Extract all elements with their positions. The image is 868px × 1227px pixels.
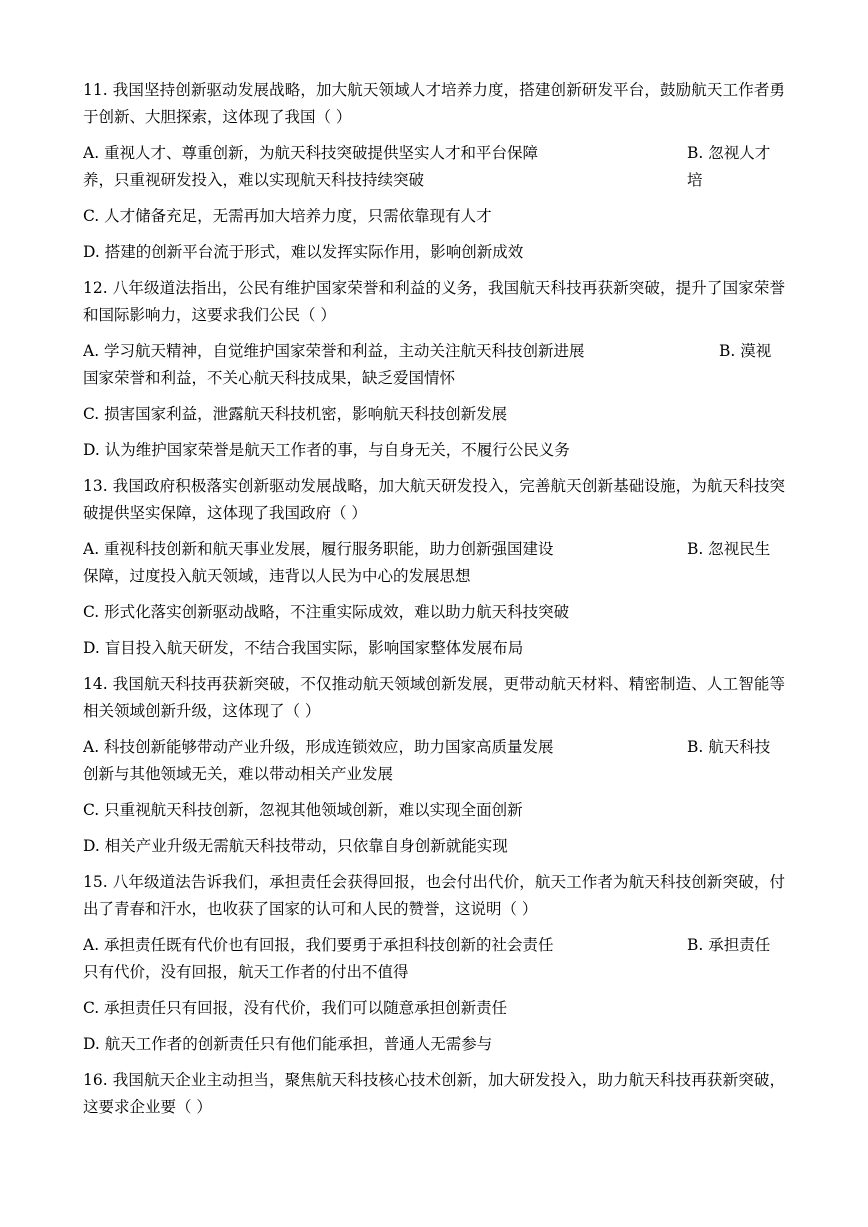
option-11-b-tail: 养，只重视研发投入，难以实现航天科技持续突破 [83,171,425,189]
option-12-b-tail: 国家荣誉和利益，不关心航天科技成果，缺乏爱国情怀 [83,369,456,387]
question-13-stem: 13. 我国政府积极落实创新驱动发展战略，加大航天研发投入，完善航天创新基础设施，为航天科技突破提供坚实保障，这体现了我国政府（ ） [83,477,785,522]
option-11-b-head: B. 忽视人才培 [687,144,771,189]
option-12-d: D. 认为维护国家荣誉是航天工作者的事，与自身无关，不履行公民义务 [83,441,570,459]
option-15-b-head: B. 承担责任 [687,936,771,954]
question-11-options-ab [83,140,785,194]
question-15-options-ab [83,932,785,986]
option-12-b-head: B. 漠视 [719,342,772,360]
option-11-c: C. 人才储备充足，无需再加大培养力度，只需依靠现有人才 [83,207,492,225]
document-page [83,77,785,1130]
option-15-c: C. 承担责任只有回报，没有代价，我们可以随意承担创新责任 [83,999,508,1017]
option-13-b-tail: 保障，过度投入航天领域，违背以人民为中心的发展思想 [83,567,471,585]
option-13-a: A. 重视科技创新和航天事业发展，履行服务职能，助力创新强国建设 [83,540,554,558]
option-11-d: D. 搭建的创新平台流于形式，难以发挥实际作用，影响创新成效 [83,243,524,261]
option-15-a: A. 承担责任既有代价也有回报，我们要勇于承担科技创新的社会责任 [83,936,554,954]
question-11-stem: 11. 我国坚持创新驱动发展战略，加大航天领域人才培养力度，搭建创新研发平台，鼓励航天工作者勇于创新、大胆探索，这体现了我国（ ） [83,81,785,126]
question-12-options-ab [83,338,785,392]
question-14-stem: 14. 我国航天科技再获新突破，不仅推动航天领域创新发展，更带动航天材料、精密制造、人工智能等相关领域创新升级，这体现了（ ） [83,675,785,720]
option-11-a: A. 重视人才、尊重创新，为航天科技突破提供坚实人才和平台保障 [83,144,539,162]
question-14-options-ab [83,734,785,788]
question-16-stem: 16. 我国航天企业主动担当，聚焦航天科技核心技术创新，加大研发投入，助力航天科技再获新突破，这要求企业要（ ） [83,1071,785,1116]
question-12-stem: 12. 八年级道法指出，公民有维护国家荣誉和利益的义务，我国航天科技再获新突破，提升了国家荣誉和国际影响力，这要求我们公民（ ） [83,279,785,324]
option-14-b-tail: 创新与其他领域无关，难以带动相关产业发展 [83,765,394,783]
option-13-b-head: B. 忽视民生 [687,540,771,558]
option-13-d: D. 盲目投入航天研发，不结合我国实际，影响国家整体发展布局 [83,639,524,657]
option-15-d: D. 航天工作者的创新责任只有他们能承担，普通人无需参与 [83,1035,493,1053]
option-12-a: A. 学习航天精神，自觉维护国家荣誉和利益，主动关注航天科技创新进展 [83,342,585,360]
option-15-b-tail: 只有代价，没有回报，航天工作者的付出不值得 [83,963,409,981]
option-14-c: C. 只重视航天科技创新，忽视其他领域创新，难以实现全面创新 [83,801,523,819]
question-13-options-ab [83,536,785,590]
option-14-b-head: B. 航天科技 [687,738,771,756]
option-12-c: C. 损害国家利益，泄露航天科技机密，影响航天科技创新发展 [83,405,508,423]
question-15-stem: 15. 八年级道法告诉我们，承担责任会获得回报，也会付出代价，航天工作者为航天科技创新突破，付出了青春和汗水，也收获了国家的认可和人民的赞誉，这说明（ ） [83,873,785,918]
option-13-c: C. 形式化落实创新驱动战略，不注重实际成效，难以助力航天科技突破 [83,603,570,621]
option-14-a: A. 科技创新能够带动产业升级，形成连锁效应，助力国家高质量发展 [83,738,554,756]
option-14-d: D. 相关产业升级无需航天科技带动，只依靠自身创新就能实现 [83,837,508,855]
